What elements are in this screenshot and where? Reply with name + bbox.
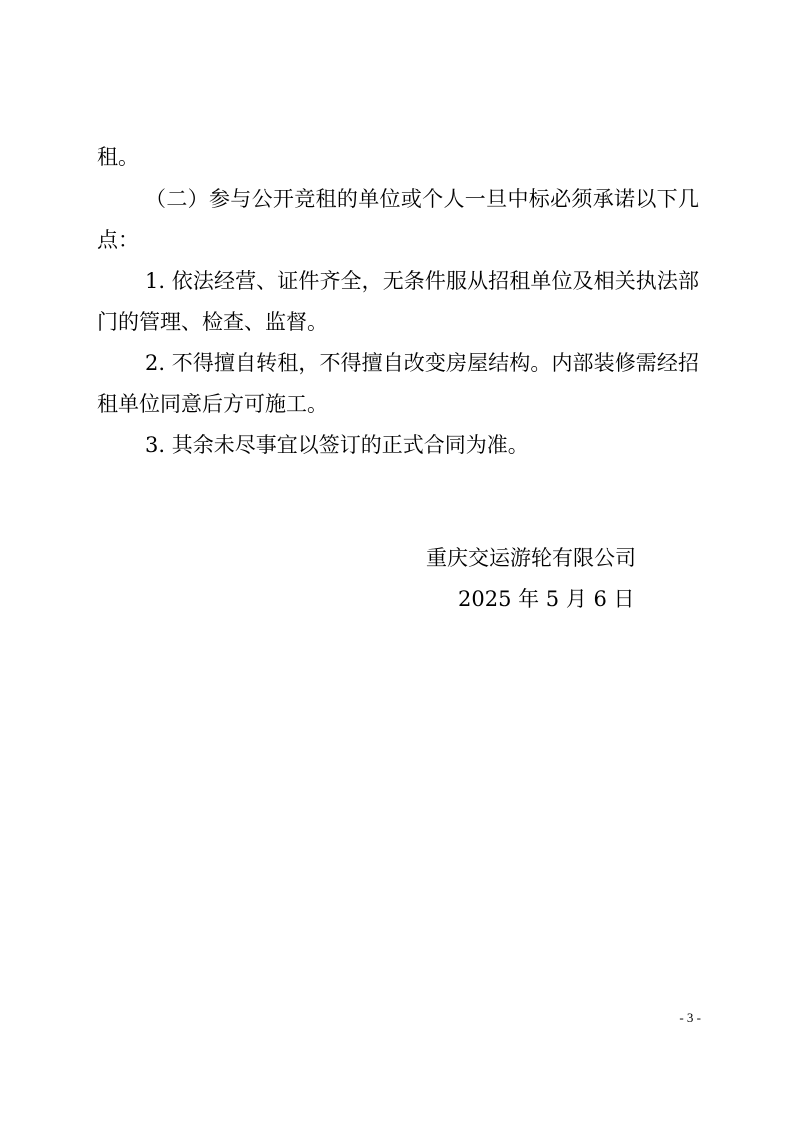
paragraph-line: 点： <box>97 228 139 252</box>
list-item-line: 1. 依法经营、证件齐全，无条件服从招租单位及相关执法部 <box>145 269 699 293</box>
list-item-line: 租单位同意后方可施工。 <box>97 392 328 416</box>
signature-date: 2025 年 5 月 6 日 <box>458 587 635 611</box>
list-item-line: 3. 其余未尽事宜以签订的正式合同为准。 <box>145 433 529 457</box>
list-item-line: 门的管理、检查、监督。 <box>97 310 328 334</box>
paragraph-line: （二）参与公开竞租的单位或个人一旦中标必须承诺以下几 <box>145 187 699 211</box>
page-number: - 3 - <box>679 1010 701 1025</box>
paragraph-line: 租。 <box>97 145 139 169</box>
signature-company: 重庆交运游轮有限公司 <box>426 546 636 570</box>
list-item-line: 2. 不得擅自转租，不得擅自改变房屋结构。内部装修需经招 <box>145 351 699 375</box>
